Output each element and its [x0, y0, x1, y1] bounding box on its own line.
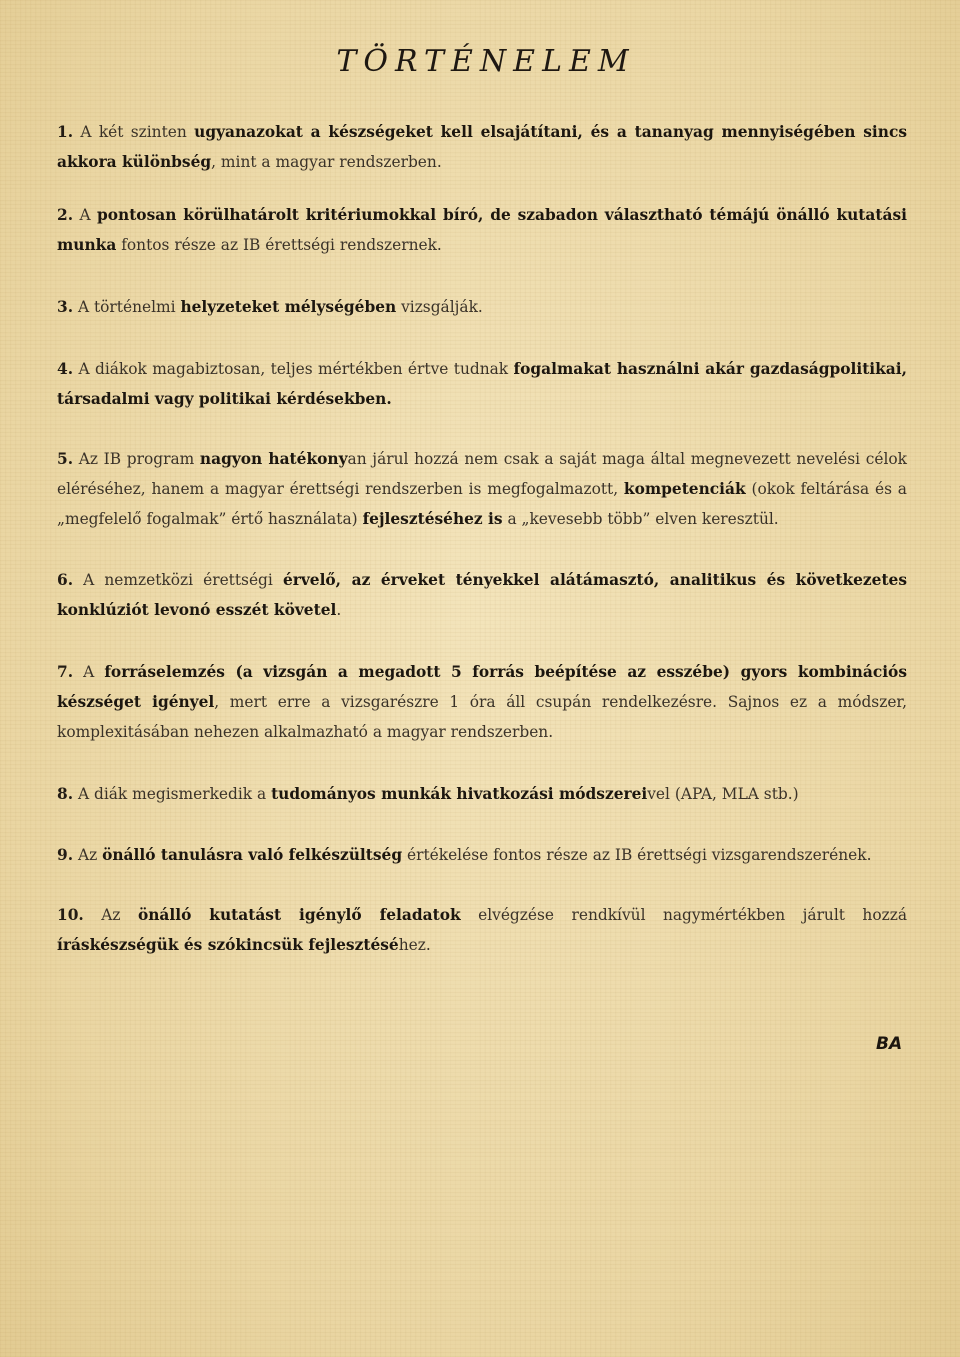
- item-text: értékelése fontos része az IB érettségi vizsgarendszerének.: [402, 846, 872, 864]
- item-text-bold: pontosan körülhatárolt kritériumokkal bíró, de szabadon választható témájú önálló kutatási munka: [57, 206, 907, 254]
- page-title: TÖRTÉNELEM: [336, 44, 636, 79]
- list-item-3: [57, 292, 907, 322]
- item-text: A két szinten: [73, 123, 195, 141]
- list-item-6: [57, 565, 907, 625]
- item-text-bold: önálló tanulásra való felkészültség: [102, 846, 403, 864]
- list-item-1: [57, 117, 907, 177]
- item-number: 8.: [57, 785, 74, 803]
- item-text: .: [336, 601, 342, 619]
- item-number: 10.: [57, 906, 84, 924]
- item-text: Az: [73, 846, 103, 864]
- item-text: Az: [83, 906, 138, 924]
- item-text: a „kevesebb több” elven keresztül.: [502, 510, 779, 528]
- item-text-bold: önálló kutatást igénylő feladatok: [137, 906, 461, 924]
- item-text-bold: érvelő, az érveket tényekkel alátámasztó, analitikus és következetes konklúziót levonó esszét követel: [57, 571, 908, 619]
- list-item-5: [57, 444, 907, 534]
- item-number: 2.: [57, 206, 74, 224]
- item-text-bold: kompetenciák: [623, 480, 746, 498]
- author-signature: BA: [876, 1034, 903, 1054]
- item-text-bold: ugyanazokat a készségeket kell elsajátítani, és a tananyag mennyiségében sincs akkora különbség: [57, 123, 907, 171]
- item-text: A történelmi: [73, 298, 181, 316]
- list-item-4: [57, 354, 907, 414]
- item-text-bold: fogalmakat használni akár gazdaságpolitikai, társadalmi vagy politikai kérdésekben.: [57, 360, 907, 408]
- list-item-2: [57, 200, 907, 260]
- item-number: 5.: [57, 450, 74, 468]
- item-text-bold: íráskészségük és szókincsük fejlesztésé: [57, 936, 399, 954]
- item-text: Az IB program: [73, 450, 200, 468]
- item-text-bold: helyzeteket mélységében: [180, 298, 397, 316]
- item-text: (okok feltárása és a „megfelelő fogalmak” értő használata): [57, 480, 907, 528]
- list-item-9: [57, 840, 907, 870]
- item-text: A: [73, 663, 105, 681]
- list-item-7: [57, 657, 907, 747]
- item-number: 4.: [57, 360, 74, 378]
- item-text: vel (APA, MLA stb.): [647, 785, 799, 803]
- item-number: 7.: [57, 663, 74, 681]
- item-text-bold: tudományos munkák hivatkozási módszerei: [271, 785, 648, 803]
- item-text: A: [73, 206, 97, 224]
- item-number: 1.: [57, 123, 74, 141]
- item-text: A nemzetközi érettségi: [73, 571, 283, 589]
- list-item-10: [57, 900, 907, 960]
- item-text-bold: nagyon hatékony: [199, 450, 348, 468]
- item-text: elvégzése rendkívül nagymértékben járult hozzá: [460, 906, 907, 924]
- item-text-bold: fejlesztéséhez is: [362, 510, 503, 528]
- item-text: vizsgálják.: [396, 298, 483, 316]
- item-text: hez.: [398, 936, 431, 954]
- item-text-bold: forráselemzés (a vizsgán a megadott 5 forrás beépítése az esszébe) gyors kombinációs készséget igényel: [57, 663, 907, 711]
- item-text: , mert erre a vizsgarészre 1 óra áll csupán rendelkezésre. Sajnos ez a módszer, komplexitásában nehezen alkalmazható a magyar rendszerben.: [57, 693, 907, 741]
- item-text: , mint a magyar rendszerben.: [211, 153, 442, 171]
- item-text: an járul hozzá nem csak a saját maga által megnevezett nevelési célok eléréséhez, hanem a magyar érettségi rendszerben is megfogalmazott,: [57, 450, 907, 498]
- list-item-8: [57, 779, 907, 809]
- item-number: 9.: [57, 846, 74, 864]
- item-number: 6.: [57, 571, 74, 589]
- item-text: A diák megismerkedik a: [73, 785, 272, 803]
- item-text: fontos része az IB érettségi rendszernek.: [116, 236, 442, 254]
- item-text: A diákok magabiztosan, teljes mértékben értve tudnak: [73, 360, 514, 378]
- item-number: 3.: [57, 298, 74, 316]
